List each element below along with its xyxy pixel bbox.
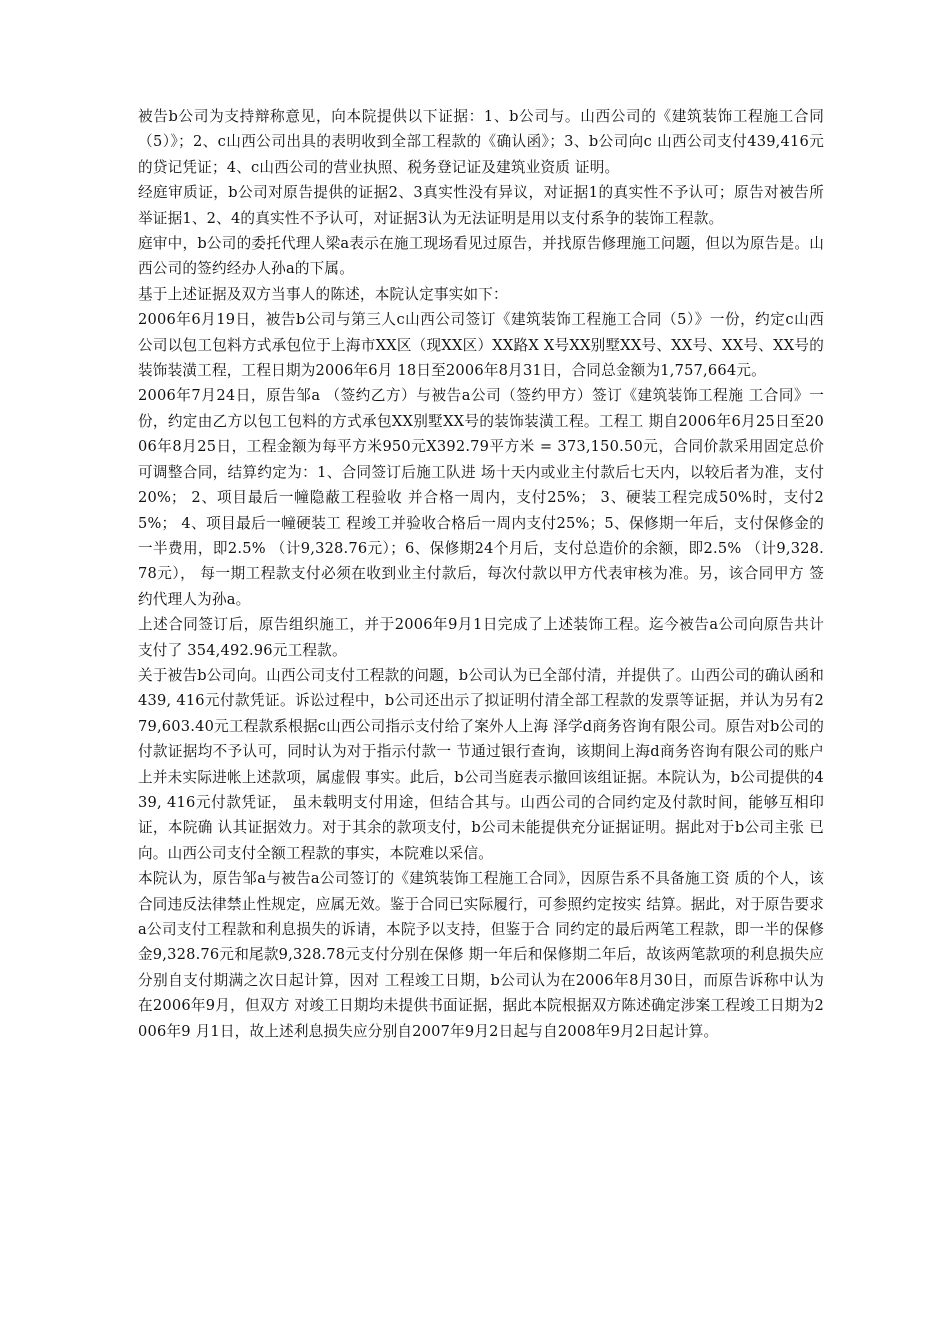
paragraph-payment: 上述合同签订后，原告组织施工，并于2006年9月1日完成了上述装饰工程。迄今被告a公司向原告共计支付了 354,492.96元工程款。	[138, 616, 824, 659]
paragraph-evidence-b: 被告b公司为支持辩称意见，向本院提供以下证据：1、b公司与。山西公司的《建筑装饰工程施工合同（5）》；2、c山西公司出具的表明收到全部工程款的《确认函》；3、b公司向c 山西公司支付439,416元的贷记凭证；4、c山西公司的营业执照、税务登记证及建筑业资质 证明。	[138, 108, 824, 176]
document-body	[138, 104, 824, 1044]
paragraph-findings-intro: 基于上述证据及双方当事人的陈述，本院认定事实如下：	[138, 285, 508, 303]
paragraph-cross-examination: 经庭审质证，b公司对原告提供的证据2、3真实性没有异议，对证据1的真实性不予认可；原告对被告所举证据1、2、4的真实性不予认可，对证据3认为无法证明是用以支付系争的装饰工程款。	[138, 184, 824, 227]
paragraph-payment-dispute: 关于被告b公司向。山西公司支付工程款的问题，b公司认为已全部付清，并提供了。山西公司的确认函和439, 416元付款凭证。诉讼过程中，b公司还出示了拟证明付清全部工程款的发票等证据，并认为另有279,603.40元工程款系根据c山西公司指示支付给了案外人上海 泽学d商务咨询有限公司。原告对b公司的付款证据均不予认可，同时认为对于指示付款一 节通过银行查询，该期间上海d商务咨询有限公司的账户上并未实际进帐上述款项，属虚假 事实。此后，b公司当庭表示撤回该组证据。本院认为，b公司提供的439, 416元付款凭证， 虽未载明支付用途，但结合其与。山西公司的合同约定及付款时间，能够互相印证，本院确 认其证据效力。对于其余的款项支付，b公司未能提供充分证据证明。据此对于b公司主张 已向。山西公司支付全额工程款的事实，本院难以采信。	[138, 666, 824, 862]
paragraph-contract-2: 2006年7月24日，原告邹a （签约乙方）与被告a公司（签约甲方）签订《建筑装饰工程施 工合同》一份，约定由乙方以包工包料的方式承包XX别墅XX号的装饰装潢工程。工程工 期自2006年6月25日至2006年8月25日，工程金额为每平方米950元X392.79平方米 = 373,150.50元，合同价款采用固定总价可调整合同，结算约定为：1、合同签订后施工队进 场十天内或业主付款后七天内，以较后者为准，支付20%； 2、项目最后一幢隐蔽工程验收 并合格一周内，支付25%； 3、硬装工程完成50%时，支付25%； 4、项目最后一幢硬装工 程竣工并验收合格后一周内支付25%；5、保修期一年后，支付保修金的一半费用，即2.5% （计9,328.76元）；6、保修期24个月后，支付总造价的余额，即2.5% （计9,328.78元）， 每一期工程款支付必须在收到业主付款后，每次付款以甲方代表审核为准。另，该合同甲方 签约代理人为孙a。	[138, 387, 824, 608]
paragraph-court-opinion: 本院认为，原告邹a与被告a公司签订的《建筑装饰工程施工合同》，因原告系不具备施工资 质的个人，该合同违反法律禁止性规定，应属无效。鉴于合同已实际履行，可参照约定按实 结算。据此，对于原告要求a公司支付工程款和利息损失的诉请，本院予以支持，但鉴于合 同约定的最后两笔工程款，即一半的保修金9,328.76元和尾款9,328.78元支付分别在保修 期一年后和保修期二年后，故该两笔款项的利息损失应分别自支付期满之次日起计算，因对 工程竣工日期，b公司认为在2006年8月30日，而原告诉称中认为在2006年9月，但双方 对竣工日期均未提供书面证据，据此本院根据双方陈述确定涉案工程竣工日期为2006年9 月1日，故上述利息损失应分别自2007年9月2日起与自2008年9月2日起计算。	[138, 870, 824, 1040]
paragraph-hearing: 庭审中，b公司的委托代理人梁a表示在施工现场看见过原告，并找原告修理施工问题，但以为原告是。山西公司的签约经办人孙a的下属。	[138, 235, 824, 278]
paragraph-contract-1: 2006年6月19日，被告b公司与第三人c山西公司签订《建筑装饰工程施工合同（5）》一份，约定c山西公司以包工包料方式承包位于上海市XX区（现XX区）XX路X X号XX别墅XX号、XX号、XX号、XX号的装饰装潢工程，工程日期为2006年6月 18日至2006年8月31日，合同总金额为1,757,664元。	[138, 311, 824, 380]
